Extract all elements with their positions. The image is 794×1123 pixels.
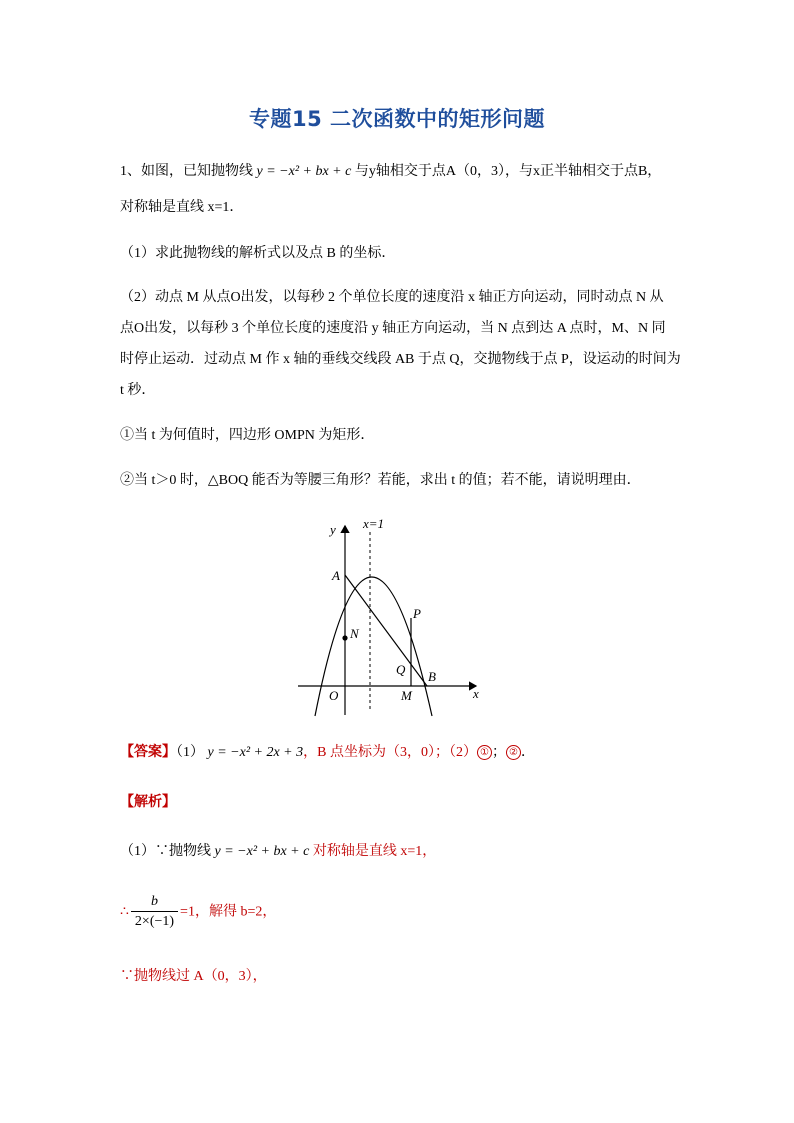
parabola-equation: y = −x² + bx + c: [256, 164, 352, 179]
answer-circled-1: ①: [477, 745, 492, 760]
label-o: O: [329, 688, 339, 703]
label-m: M: [401, 688, 412, 703]
question-1: （1）求此抛物线的解析式以及点 B 的坐标．: [120, 246, 396, 261]
label-x-equals-1: x=1: [363, 516, 385, 531]
analysis-line-2: [120, 893, 276, 932]
problem-line-1: [120, 162, 661, 182]
answer-b-coordinate: ，B 点坐标为（3，0）；（2）: [303, 745, 477, 760]
problem-line-2: 对称轴是直线 x=1．: [120, 200, 244, 215]
label-p: P: [413, 606, 421, 621]
analysis-line-1: [120, 842, 436, 862]
problem-intro-cont: 与y轴相交于点A（0，3），与x正半轴相交于点B，: [354, 164, 662, 179]
label-q: Q: [396, 662, 406, 677]
question-2-line-2: 点O出发，以每秒 3 个单位长度的速度沿 y 轴正方向运动，当 N 点到达 A 点时，M、N 同: [120, 321, 666, 336]
analysis-line-1-pre: （1）∵抛物线: [120, 844, 211, 859]
label-n: N: [350, 626, 359, 641]
sub-question-1: ①当 t 为何值时，四边形 OMPN 为矩形．: [120, 428, 375, 443]
answer-separator: ；: [491, 745, 506, 760]
label-b: B: [428, 669, 436, 684]
problem-intro: 1、如图，已知抛物线: [120, 164, 253, 179]
analysis-tag: 【解析】: [120, 794, 176, 810]
label-x: x: [473, 686, 479, 701]
fraction-numerator: b: [131, 893, 178, 912]
label-y: y: [330, 522, 336, 537]
point-n-dot: [342, 635, 347, 640]
answer-end: ．: [520, 745, 535, 760]
answer-tag: 【答案】: [120, 744, 176, 760]
therefore-symbol: ∴: [120, 904, 129, 920]
analysis-line-3: ∵抛物线过 A（0，3），: [120, 969, 267, 984]
answer-circled-2: ②: [506, 745, 521, 760]
analysis-line-1-post: 对称轴是直线 x=1，: [312, 844, 437, 859]
parabola-figure: [290, 510, 490, 720]
question-2-line-1: （2）动点 M 从点O出发，以每秒 2 个单位长度的速度沿 x 轴正方向运动，同时动点 N 从: [120, 290, 664, 305]
label-a: A: [332, 568, 340, 583]
fraction: [131, 893, 178, 932]
answer-part-1-label: （1）: [176, 745, 204, 760]
question-2-line-4: t 秒．: [120, 383, 156, 398]
fraction-denominator: 2×(−1): [134, 914, 175, 929]
analysis-equation: y = −x² + bx + c: [214, 844, 310, 859]
sub-question-2: ②当 t＞0 时，△BOQ 能否为等腰三角形？若能，求出 t 的值；若不能，请说明理由．: [120, 473, 641, 488]
answer-line: [120, 742, 535, 763]
analysis-tag-line: [120, 792, 176, 813]
page-title: 专题15 二次函数中的矩形问题: [248, 107, 546, 131]
answer-equation: y = −x² + 2x + 3: [207, 745, 304, 760]
question-2-line-3: 时停止运动．过动点 M 作 x 轴的垂线交线段 AB 于点 Q，交抛物线于点 P，设运动的时间为: [120, 352, 681, 367]
analysis-line-2-post: =1，解得 b=2，: [180, 904, 277, 920]
